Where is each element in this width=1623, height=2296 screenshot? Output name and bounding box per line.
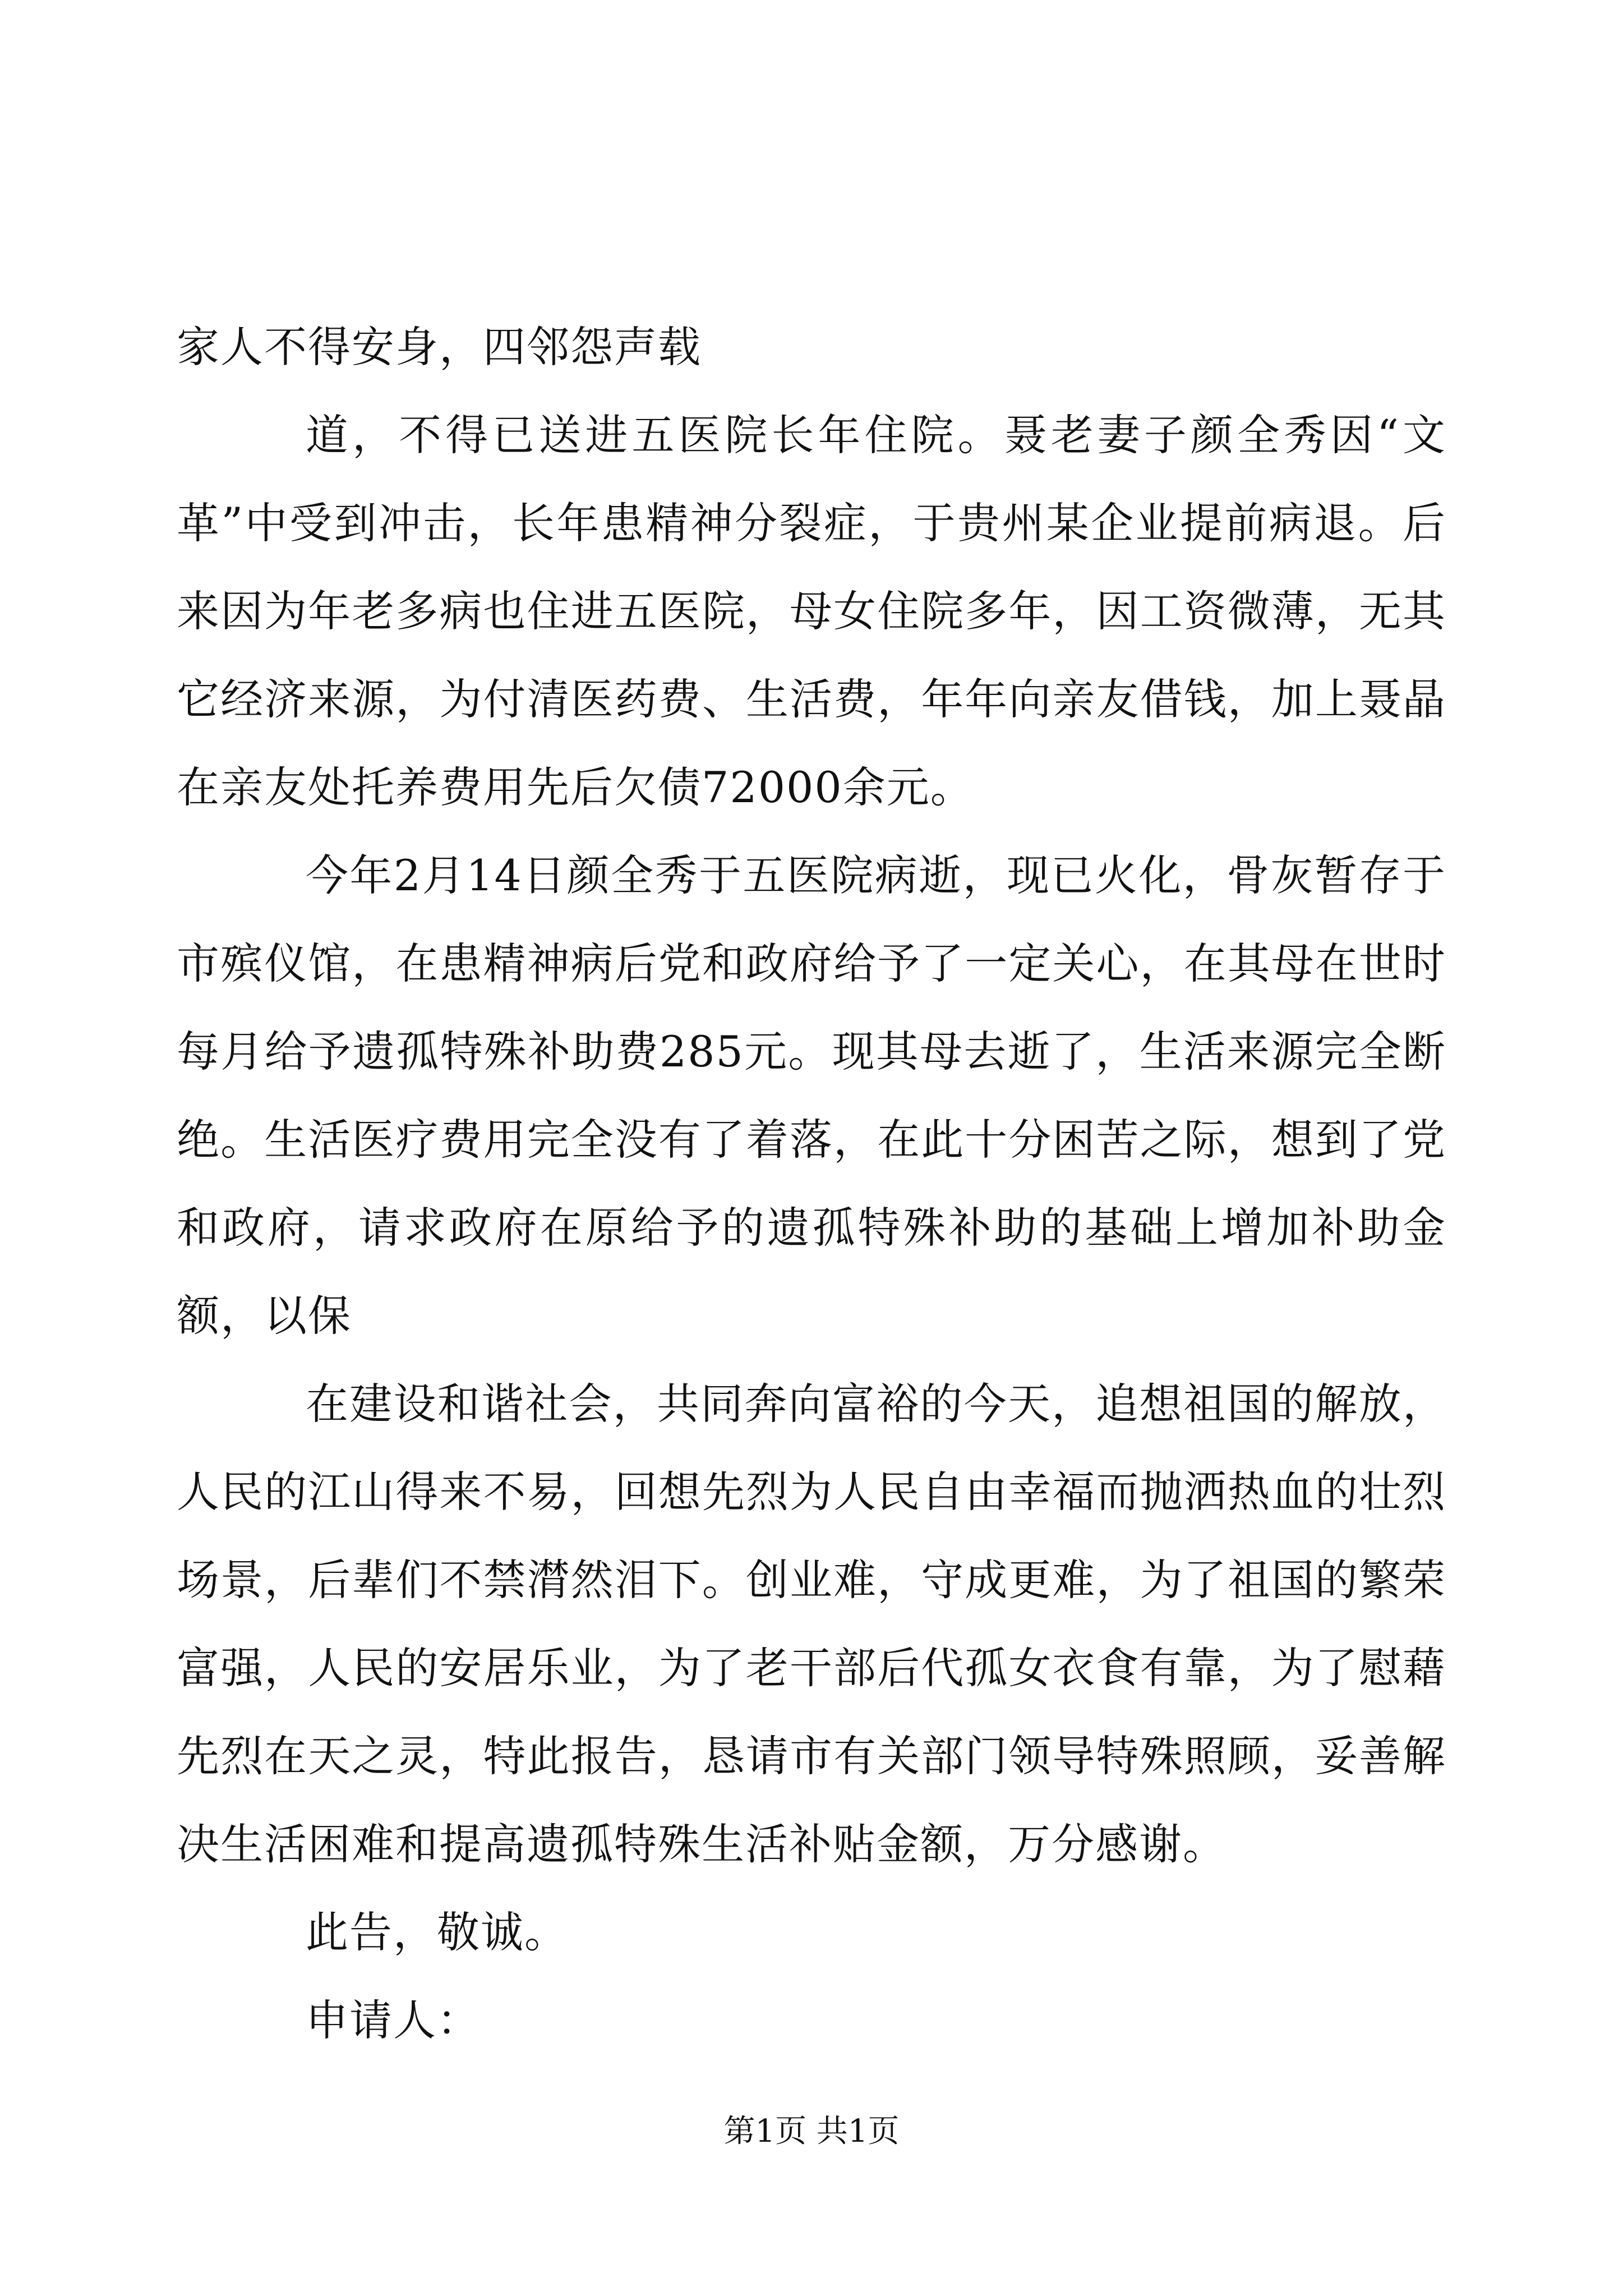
- paragraph-closing: 此告，敬诚。: [306, 1907, 568, 1957]
- paragraph-1: 家人不得安身，四邻怨声载: [177, 322, 702, 372]
- document-body: [177, 303, 1446, 2064]
- paragraph-2: 道，不得已送进五医院长年住院。聂老妻子颜全秀因“文革”中受到冲击，长年患精神分裂症，于贵州某企业提前病退。后来因为年老多病也住进五医院，母女住院多年，因工资微薄，无其它经济来源，为付清医药费、生活费，年年向亲友借钱，加上聂晶在亲友处托养费用先后欠债72000余元。: [177, 410, 1446, 812]
- paragraph-3: 今年2月14日颜全秀于五医院病逝，现已火化，骨灰暂存于市殡仪馆，在患精神病后党和政府给予了一定关心，在其母在世时每月给予遗孤特殊补助费285元。现其母去逝了，生活来源完全断绝。生活医疗费用完全没有了着落，在此十分困苦之际，想到了党和政府，请求政府在原给予的遗孤特殊补助的基础上增加补助金额，以保: [177, 850, 1446, 1341]
- paragraph-4: 在建设和谐社会，共同奔向富裕的今天，追想祖国的解放，人民的江山得来不易，回想先烈为人民自由幸福而抛洒热血的壮烈场景，后辈们不禁潸然泪下。创业难，守成更难，为了祖国的繁荣富强，人民的安居乐业，为了老干部后代孤女衣食有靠，为了慰藉先烈在天之灵，特此报告，恳请市有关部门领导特殊照顾，妥善解决生活困难和提高遗孤特殊生活补贴金额，万分感谢。: [177, 1379, 1446, 1869]
- page-number-footer: 第1页 共1页: [723, 2113, 900, 2150]
- paragraph-applicant: 申请人：: [306, 1995, 481, 2045]
